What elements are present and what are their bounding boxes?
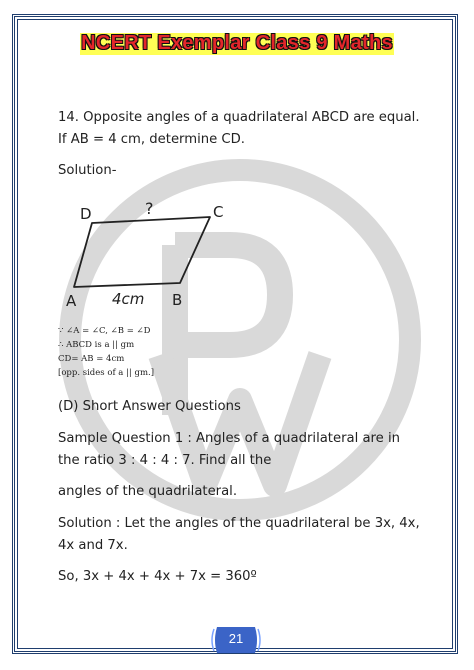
proof-line-4: [opp. sides of a || gm.] xyxy=(58,368,155,378)
sample-line-3: angles of the quadrilateral. xyxy=(58,484,238,499)
quadrilateral-shape xyxy=(74,217,210,287)
label-b: B xyxy=(172,291,183,309)
page-title: NCERT Exemplar Class 9 Maths xyxy=(81,32,393,54)
solution2-line-1: Solution : Let the angles of the quadrilateral be 3x, 4x, xyxy=(58,516,420,531)
solution-label: Solution- xyxy=(58,163,117,178)
label-length: 4cm xyxy=(112,290,145,308)
sample-line-2: the ratio 3 : 4 : 4 : 7. Find all the xyxy=(58,453,272,468)
page-number: 21 xyxy=(228,631,244,646)
sample-line-1: Sample Question 1 : Angles of a quadrilateral are in xyxy=(58,431,400,446)
solution2-line-3: So, 3x + 4x + 4x + 7x = 360º xyxy=(58,569,257,584)
label-d: D xyxy=(80,205,92,223)
section-heading: (D) Short Answer Questions xyxy=(58,399,241,414)
label-a: A xyxy=(66,292,77,310)
quadrilateral-figure xyxy=(62,195,242,310)
solution2-line-2: 4x and 7x. xyxy=(58,538,128,553)
proof-line-3: CD= AB = 4cm xyxy=(58,354,125,364)
question-line-2: If AB = 4 cm, determine CD. xyxy=(58,132,245,147)
label-c: C xyxy=(213,203,224,221)
proof-line-2: ∴ ABCD is a || gm xyxy=(58,340,135,350)
proof-line-1: ∵ ∠A = ∠C, ∠B = ∠D xyxy=(58,326,151,336)
label-question: ? xyxy=(145,199,154,218)
question-line-1: 14. Opposite angles of a quadrilateral ABCD are equal. xyxy=(58,110,420,125)
